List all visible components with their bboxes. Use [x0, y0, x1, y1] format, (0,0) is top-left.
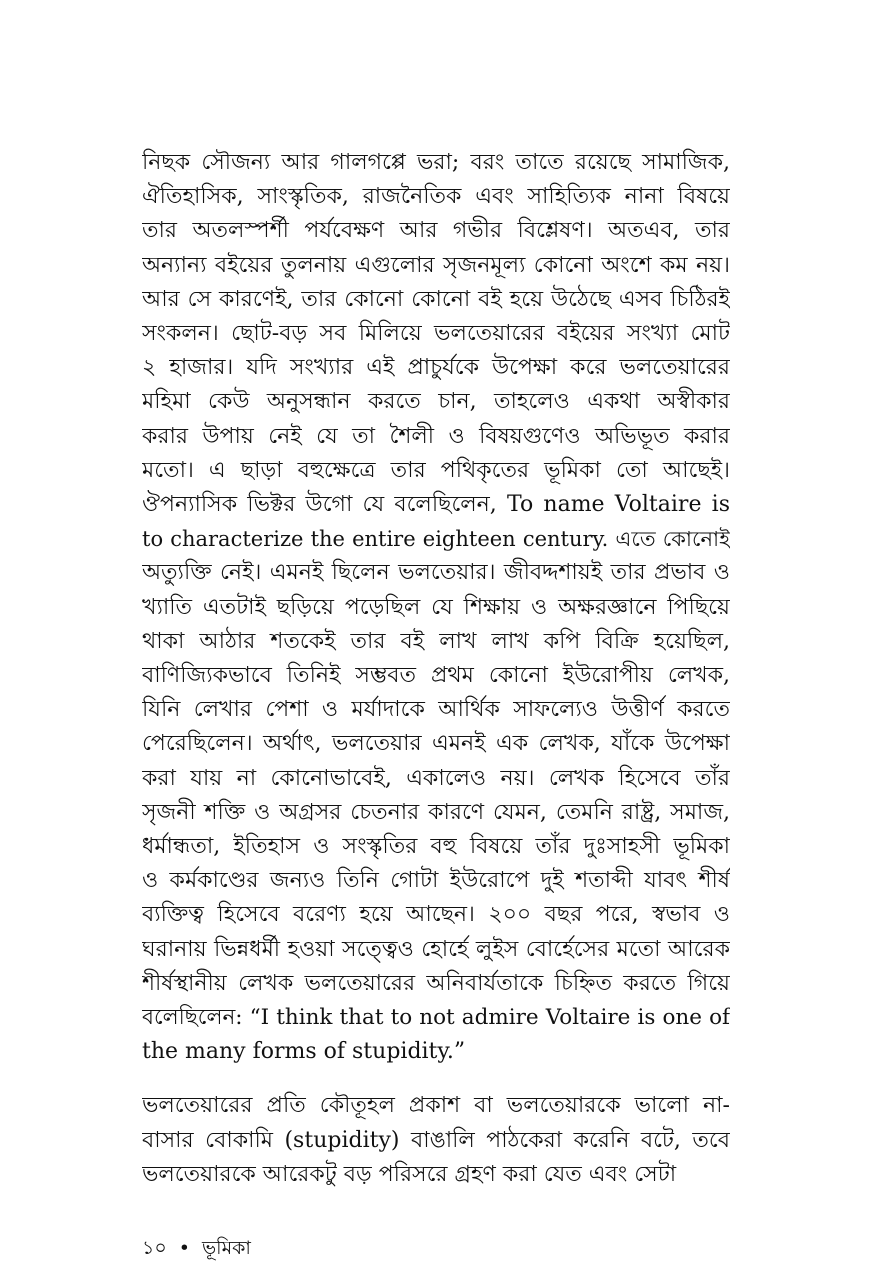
page-number: ১০ — [142, 1237, 167, 1259]
text-line: ভলতেয়ারকে আরেকটু বড় পরিসরে গ্রহণ করা যেত এবং সেটা — [142, 1161, 677, 1187]
text-line: পেরেছিলেন। অর্থাৎ, ভলতেয়ার এমনই এক লেখক, যাঁকে উপেক্ষা — [142, 731, 730, 757]
paragraph — [142, 146, 730, 1069]
text-line: to characterize the entire eighteen century. এতে কোনোই — [142, 527, 730, 552]
text-line: ২ হাজার। যদি সংখ্যার এই প্রাচুর্যকে উপেক্ষা করে ভলতেয়ারের — [142, 355, 730, 381]
page-footer — [142, 1236, 251, 1260]
text-line: মতো। এ ছাড়া বহুক্ষেত্রে তার পথিকৃতের ভূমিকা তো আছেই। — [142, 457, 730, 483]
text-line: অন্যান্য বইয়ের তুলনায় এগুলোর সৃজনমূল্য কোনো অংশে কম নয়। — [142, 252, 730, 278]
text-line: বাসার বোকামি (stupidity) বাঙালি পাঠকেরা করেনি বটে, তবে — [142, 1127, 730, 1153]
text-line: ধর্মান্ধতা, ইতিহাস ও সংস্কৃতির বহু বিষয়ে তাঁর দুঃসাহসী ভূমিকা — [142, 834, 730, 860]
text-line: মহিমা কেউ অনুসন্ধান করতে চান, তাহলেও একথা অস্বীকার — [142, 389, 730, 415]
text-line: সংকলন। ছোট-বড় সব মিলিয়ে ভলতেয়ারের বইয়ের সংখ্যা মোট — [142, 321, 730, 347]
text-line: অত্যুক্তি নেই। এমনই ছিলেন ভলতেয়ার। জীবদ্দশায়ই তার প্রভাব ও — [142, 560, 730, 586]
text-line: খ্যাতি এতটাই ছড়িয়ে পড়েছিল যে শিক্ষায় ও অক্ষরজ্ঞানে পিছিয়ে — [142, 594, 730, 620]
text-line: ঘরানায় ভিন্নধর্মী হওয়া সত্ত্বেও হোর্হে লুইস বোর্হেসের মতো আরেক — [142, 936, 730, 962]
text-line: করা যায় না কোনোভাবেই, একালেও নয়। লেখক হিসেবে তাঁর — [142, 765, 730, 791]
text-line: আর সে কারণেই, তার কোনো কোনো বই হয়ে উঠেছে এসব চিঠিরই — [142, 286, 730, 312]
text-line: করার উপায় নেই যে তা শৈলী ও বিষয়গুণেও অভিভূত করার — [142, 423, 730, 449]
text-line: বলেছিলেন: “I think that to not admire Voltaire is one of — [142, 1005, 730, 1031]
text-line: ভলতেয়ারের প্রতি কৌতূহল প্রকাশ বা ভলতেয়ারকে ভালো না- — [142, 1093, 730, 1119]
text-line: ও কর্মকাণ্ডের জন্যও তিনি গোটা ইউরোপে দুই শতাব্দী যাবৎ শীর্ষ — [142, 868, 730, 894]
text-line: সৃজনী শক্তি ও অগ্রসর চেতনার কারণে যেমন, তেমনি রাষ্ট্র, সমাজ, — [142, 799, 730, 825]
page-body — [142, 146, 730, 1192]
paragraph-gap — [142, 1069, 730, 1089]
text-line: যিনি লেখার পেশা ও মর্যাদাকে আর্থিক সাফল্যেও উত্তীর্ণ করতে — [142, 697, 730, 723]
paragraph — [142, 1089, 730, 1192]
text-line: তার অতলস্পর্শী পর্যবেক্ষণ আর গভীর বিশ্লেষণ। অতএব, তার — [142, 218, 730, 244]
text-line: শীর্ষস্থানীয় লেখক ভলতেয়ারের অনিবার্যতাকে চিহ্নিত করতে গিয়ে — [142, 970, 730, 996]
text-line: ব্যক্তিত্ব হিসেবে বরেণ্য হয়ে আছেন। ২০০ বছর পরে, স্বভাব ও — [142, 902, 730, 928]
text-line: থাকা আঠার শতকেই তার বই লাখ লাখ কপি বিক্রি হয়েছিল, — [142, 628, 730, 654]
text-line: নিছক সৌজন্য আর গালগপ্পে ভরা; বরং তাতে রয়েছে সামাজিক, — [142, 150, 730, 175]
footer-separator: • — [178, 1237, 190, 1259]
running-title: ভূমিকা — [202, 1237, 251, 1259]
text-line: বাণিজ্যিকভাবে তিনিই সম্ভবত প্রথম কোনো ইউরোপীয় লেখক, — [142, 663, 730, 689]
text-line: ঔপন্যাসিক ভিক্টর উগো যে বলেছিলেন, To name Voltaire is — [142, 492, 730, 518]
text-line: ঐতিহাসিক, সাংস্কৃতিক, রাজনৈতিক এবং সাহিত্যিক নানা বিষয়ে — [142, 184, 730, 210]
text-line: the many forms of stupidity.” — [142, 1039, 466, 1065]
